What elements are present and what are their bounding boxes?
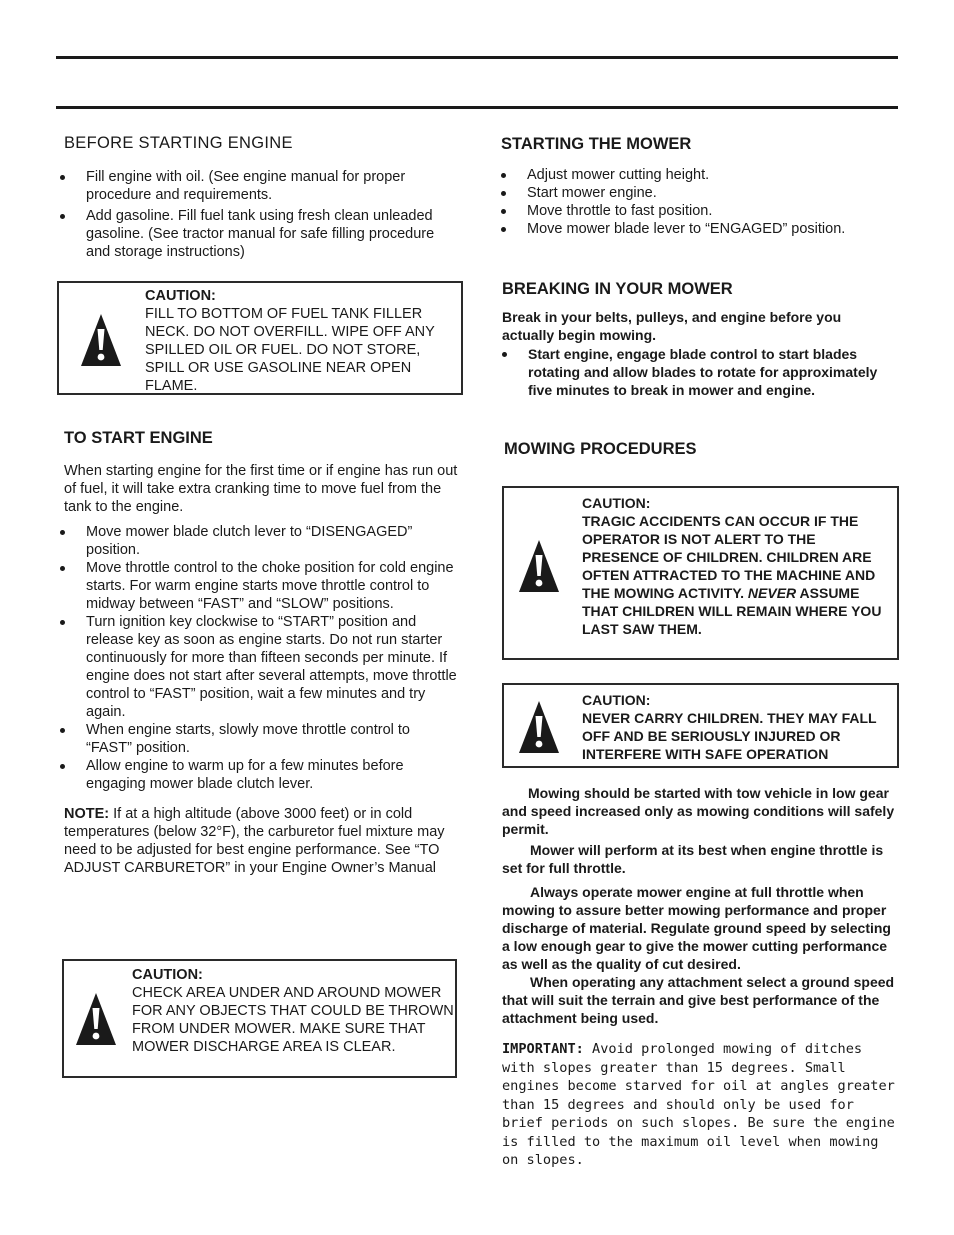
before-starting-section bbox=[64, 134, 459, 261]
note-paragraph bbox=[64, 805, 459, 877]
list-item: When engine starts, slowly move throttle control to “FAST” position. bbox=[58, 721, 459, 757]
mowing-heading: MOWING PROCEDURES bbox=[504, 440, 697, 458]
list-item: Allow engine to warm up for a few minutes before engaging mower blade clutch lever. bbox=[58, 757, 459, 793]
mowing-paragraph: When operating any attachment select a ground speed that will suit the terrain and give best performance of the attachment being used. bbox=[502, 974, 895, 1026]
caution-title: CAUTION: bbox=[582, 495, 651, 511]
to-start-section bbox=[64, 429, 459, 877]
list-item: Fill engine with oil. (See engine manual for proper procedure and requirements. bbox=[58, 168, 459, 204]
caution-body-end: ASSUME THAT CHILDREN WILL REMAIN WHERE YOU LAST SAW THEM. bbox=[582, 585, 882, 637]
second-rule bbox=[56, 106, 898, 109]
list-item: Adjust mower cutting height. bbox=[499, 166, 896, 184]
caution-children-box bbox=[502, 486, 899, 660]
mowing-paragraph: Mower will perform at its best when engine throttle is set for full throttle. bbox=[502, 842, 884, 876]
caution-carry-text bbox=[582, 691, 896, 763]
important-paragraph bbox=[502, 1040, 900, 1170]
list-item: Move throttle to fast position. bbox=[499, 202, 896, 220]
list-item: Start mower engine. bbox=[499, 184, 896, 202]
to-start-list bbox=[58, 523, 459, 793]
caution-fuel-box bbox=[57, 281, 463, 395]
caution-body: NEVER CARRY CHILDREN. THEY MAY FALL OFF AND BE SERIOUSLY INJURED OR INTERFERE WITH SAFE OPERATION bbox=[582, 710, 877, 762]
before-starting-heading: BEFORE STARTING ENGINE bbox=[64, 134, 293, 152]
before-starting-list bbox=[58, 168, 459, 261]
important-label: IMPORTANT: bbox=[502, 1041, 584, 1057]
important-text: Avoid prolonged mowing of ditches with slopes greater than 15 degrees. Small engines become starved for oil at angles greater than 15 degrees and should only be used for brief periods on such slopes. Be sure the engine is filled to the maximum oil level when mowing on slopes. bbox=[502, 1041, 895, 1168]
note-text: If at a high altitude (above 3000 feet) or in cold temperatures (below 32°F), the carburetor fuel mixture may need to be adjusted for best engine performance. See “TO ADJUST CARBURETOR” in your Engine Owner’s Manual bbox=[64, 806, 445, 876]
starting-mower-list bbox=[499, 166, 896, 238]
caution-title: CAUTION: bbox=[582, 692, 651, 708]
caution-area-box bbox=[62, 959, 457, 1078]
breaking-in-intro: Break in your belts, pulleys, and engine before you actually begin mowing. bbox=[502, 309, 842, 343]
breaking-in-section bbox=[502, 280, 897, 399]
mowing-paragraph: Always operate mower engine at full throttle when mowing to assure better mowing performance and proper discharge of material. Regulate ground speed by selecting a low enough gear to give the mower cutting performance as well as the quality of cut desired. bbox=[502, 884, 891, 972]
breaking-in-heading: BREAKING IN YOUR MOWER bbox=[502, 280, 733, 298]
warning-icon bbox=[517, 699, 561, 755]
mowing-heading-wrap bbox=[504, 440, 899, 459]
list-item: Move throttle control to the choke position for cold engine starts. For warm engine starts move throttle control to midway between “FAST” and “SLOW” positions. bbox=[58, 559, 459, 613]
caution-fuel-text bbox=[145, 287, 461, 395]
list-item: Move mower blade lever to “ENGAGED” position. bbox=[499, 220, 896, 238]
caution-emphasis: NEVER bbox=[747, 585, 797, 601]
to-start-heading: TO START ENGINE bbox=[64, 429, 213, 447]
breaking-in-list bbox=[500, 345, 897, 399]
to-start-intro: When starting engine for the first time or if engine has run out of fuel, it will take extra cranking time to move fuel from the tank to the engine. bbox=[64, 463, 458, 515]
caution-area-text bbox=[132, 966, 456, 1056]
list-item: Turn ignition key clockwise to “START” position and release key as soon as engine starts. Do not run starter continuously for more than fifteen seconds per minute. If engine does not start after several attempts, move throttle control to “FAST” position, wait a few minutes and try again. bbox=[58, 613, 459, 721]
note-label: NOTE: bbox=[64, 806, 110, 822]
caution-carry-box bbox=[502, 683, 899, 768]
caution-title: CAUTION: bbox=[145, 288, 216, 304]
list-item: Start engine, engage blade control to start blades rotating and allow blades to rotate for approximately five minutes to break in mower and engine. bbox=[500, 345, 897, 399]
top-rule bbox=[56, 56, 898, 59]
mowing-paragraph: Mowing should be started with tow vehicle in low gear and speed increased only as mowing conditions will safely permit. bbox=[502, 785, 895, 837]
starting-mower-heading: STARTING THE MOWER bbox=[501, 135, 692, 153]
list-item: Move mower blade clutch lever to “DISENGAGED” position. bbox=[58, 523, 459, 559]
mowing-paragraphs bbox=[502, 784, 900, 1027]
warning-icon bbox=[79, 312, 123, 368]
warning-icon bbox=[74, 991, 118, 1047]
important-section bbox=[502, 1040, 900, 1170]
warning-icon bbox=[517, 538, 561, 594]
starting-mower-section bbox=[501, 135, 896, 238]
caution-body: TRAGIC ACCIDENTS CAN OCCUR IF THE OPERATOR IS NOT ALERT TO THE PRESENCE OF CHILDREN. CHILDREN ARE OFTEN ATTRACTED TO THE MACHINE AND THE MOWING ACTIVITY. bbox=[582, 513, 876, 601]
caution-children-text bbox=[582, 494, 896, 638]
caution-body: FILL TO BOTTOM OF FUEL TANK FILLER NECK. DO NOT OVERFILL. WIPE OFF ANY SPILLED OIL OR FUEL. DO NOT STORE, SPILL OR USE GASOLINE NEAR OPEN FLAME. bbox=[145, 306, 435, 394]
caution-body: CHECK AREA UNDER AND AROUND MOWER FOR ANY OBJECTS THAT COULD BE THROWN FROM UNDER MOWER. MAKE SURE THAT MOWER DISCHARGE AREA IS CLEAR. bbox=[132, 985, 454, 1055]
list-item: Add gasoline. Fill fuel tank using fresh clean unleaded gasoline. (See tractor manual for safe filling procedure and storage instructions) bbox=[58, 207, 459, 261]
caution-title: CAUTION: bbox=[132, 967, 203, 983]
